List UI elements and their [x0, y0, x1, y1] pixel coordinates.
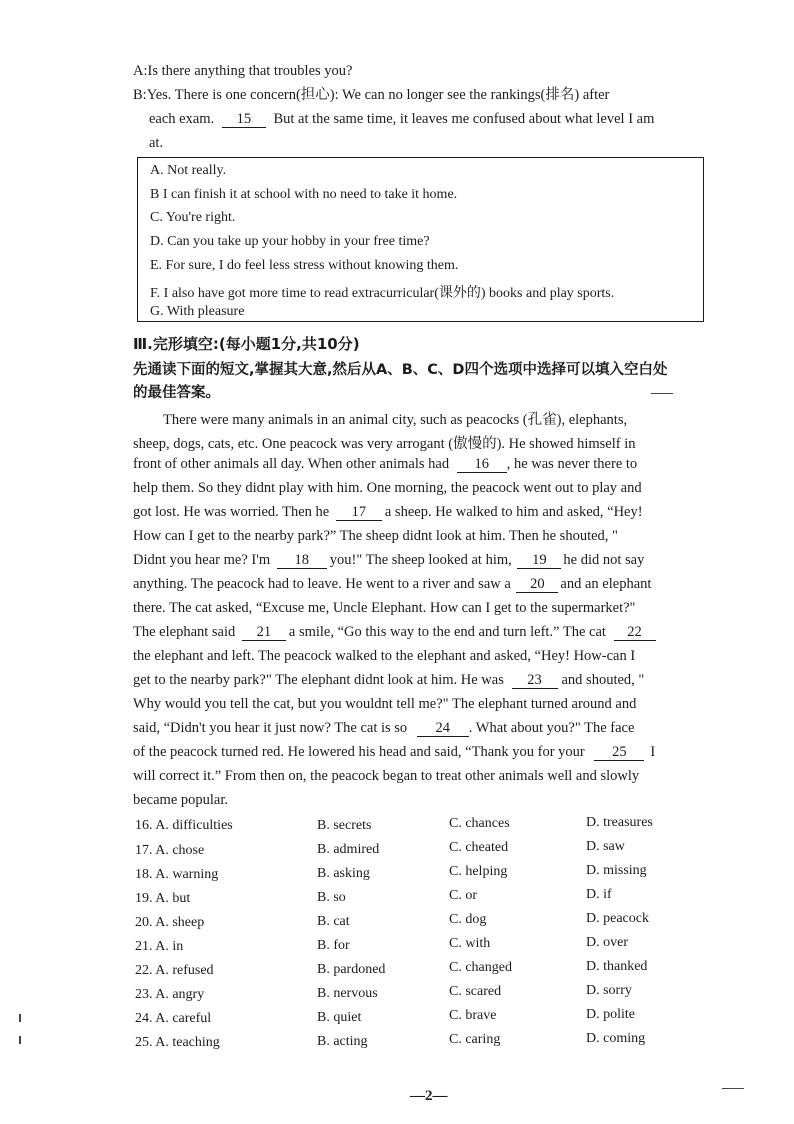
passage-line-7-pre: Didnt you hear me? I'm: [133, 552, 271, 568]
q24-option-b[interactable]: B. quiet: [317, 1010, 362, 1025]
passage-line-15: [133, 744, 655, 761]
q19-option-b[interactable]: B. so: [317, 890, 346, 905]
page-number: —2—: [410, 1088, 448, 1104]
passage-line-7: [133, 552, 644, 569]
passage-line-12-post: and shouted, ": [561, 672, 645, 688]
passage-line-12: [133, 672, 644, 689]
q21-option-b[interactable]: B. for: [317, 938, 350, 953]
q18-option-d[interactable]: D. missing: [586, 863, 647, 878]
passage-line-16: will correct it.” From then on, the peacock began to treat other animals well and slowly: [133, 768, 640, 784]
passage-line-7-mid: you!" The sheep looked at him,: [329, 552, 512, 568]
dialogue-b-line1: B:Yes. There is one concern(担心): We can no longer see the rankings(排名) after: [133, 87, 610, 103]
q20-option-c[interactable]: C. dog: [449, 912, 487, 927]
passage-line-7-post: he did not say: [563, 552, 645, 568]
q22-option-d[interactable]: D. thanked: [586, 959, 648, 974]
passage-line-5: [133, 504, 643, 521]
passage-line-2: sheep, dogs, cats, etc. One peacock was very arrogant (傲慢的). He showed himself in: [133, 436, 636, 452]
q22-option-b[interactable]: B. pardoned: [317, 962, 386, 977]
dialogue-a-question: A:Is there anything that troubles you?: [133, 63, 353, 79]
option-b: B I can finish it at school with no need to take it home.: [150, 187, 458, 202]
q23-option-c[interactable]: C. scared: [449, 984, 502, 999]
blank-20[interactable]: 20: [516, 576, 558, 593]
q19-option-a[interactable]: 19. A. but: [135, 891, 191, 906]
q18-option-b[interactable]: B. asking: [317, 866, 370, 881]
passage-line-10-mid: a smile, “Go this way to the end and turn left.” The cat: [288, 624, 606, 640]
option-g: G. With pleasure: [150, 304, 245, 319]
q24-option-d[interactable]: D. polite: [586, 1007, 635, 1022]
q16-option-c[interactable]: C. chances: [449, 816, 510, 831]
q16-option-d[interactable]: D. treasures: [586, 815, 653, 830]
dialogue-b-line2: [149, 110, 654, 128]
passage-line-5-pre: got lost. He was worried. Then he: [133, 504, 330, 520]
option-f: F. I also have got more time to read extracurricular(课外的) books and play sports.: [150, 286, 615, 301]
blank-24[interactable]: 24: [417, 720, 469, 737]
q23-option-b[interactable]: B. nervous: [317, 986, 378, 1001]
scan-mark-dash: [651, 393, 673, 394]
passage-line-1: There were many animals in an animal city, such as peacocks (孔雀), elephants,: [163, 412, 628, 428]
q19-option-d[interactable]: D. if: [586, 887, 612, 902]
q25-option-b[interactable]: B. acting: [317, 1034, 368, 1049]
q22-option-a[interactable]: 22. A. refused: [135, 963, 214, 978]
blank-15[interactable]: 15: [222, 111, 266, 128]
q25-option-a[interactable]: 25. A. teaching: [135, 1035, 220, 1050]
q20-option-a[interactable]: 20. A. sheep: [135, 915, 205, 930]
blank-21[interactable]: 21: [242, 624, 286, 641]
dialogue-b-line3: at.: [149, 135, 164, 151]
blank-25[interactable]: 25: [594, 744, 644, 761]
passage-line-14: [133, 720, 634, 737]
section-title: Ⅲ.完形填空:(每小题1分,共10分): [133, 335, 360, 353]
dialogue-b-line2-post: But at the same time, it leaves me confused about what level I am: [273, 111, 655, 127]
q22-option-c[interactable]: C. changed: [449, 960, 512, 975]
passage-line-5-post: a sheep. He walked to him and asked, “Hey!: [384, 504, 643, 520]
dialogue-b-line2-pre: each exam.: [149, 111, 215, 127]
option-a: A. Not really.: [150, 163, 227, 178]
q24-option-c[interactable]: C. brave: [449, 1008, 497, 1023]
q16-option-a[interactable]: 16. A. difficulties: [135, 818, 233, 833]
q17-option-b[interactable]: B. admired: [317, 842, 380, 857]
passage-line-15-pre: of the peacock turned red. He lowered his head and said, “Thank you for your: [133, 744, 585, 760]
q20-option-d[interactable]: D. peacock: [586, 911, 649, 926]
passage-line-14-pre: said, “Didn't you hear it just now? The cat is so: [133, 720, 408, 736]
section-instruction-2: 的最佳答案。: [133, 385, 220, 401]
scan-mark-left-2: [19, 1036, 21, 1044]
q25-option-c[interactable]: C. caring: [449, 1032, 501, 1047]
q16-option-b[interactable]: B. secrets: [317, 818, 372, 833]
q21-option-d[interactable]: D. over: [586, 935, 628, 950]
q19-option-c[interactable]: C. or: [449, 888, 477, 903]
q18-option-a[interactable]: 18. A. warning: [135, 867, 219, 882]
options-box: [137, 157, 704, 322]
blank-22[interactable]: 22: [614, 624, 656, 641]
option-c: C. You're right.: [150, 210, 236, 225]
passage-line-14-post: . What about you?" The face: [468, 720, 635, 736]
passage-line-8-pre: anything. The peacock had to leave. He went to a river and saw a: [133, 576, 511, 592]
blank-18[interactable]: 18: [277, 552, 327, 569]
passage-line-6: How can I get to the nearby park?” The sheep didnt look at him. Then he shouted, ": [133, 528, 618, 544]
passage-line-11: the elephant and left. The peacock walked to the elephant and asked, “Hey! How-can I: [133, 648, 636, 664]
blank-23[interactable]: 23: [512, 672, 558, 689]
blank-19[interactable]: 19: [517, 552, 561, 569]
q17-option-d[interactable]: D. saw: [586, 839, 625, 854]
q17-option-c[interactable]: C. cheated: [449, 840, 509, 855]
q23-option-a[interactable]: 23. A. angry: [135, 987, 205, 1002]
q23-option-d[interactable]: D. sorry: [586, 983, 632, 998]
q17-option-a[interactable]: 17. A. chose: [135, 843, 205, 858]
passage-line-15-post: I: [650, 744, 656, 760]
passage-line-9: there. The cat asked, “Excuse me, Uncle Elephant. How can I get to the supermarket?": [133, 600, 636, 616]
q21-option-c[interactable]: C. with: [449, 936, 491, 951]
q21-option-a[interactable]: 21. A. in: [135, 939, 184, 954]
scan-mark-right: [722, 1088, 744, 1089]
blank-16[interactable]: 16: [457, 456, 507, 473]
option-e: E. For sure, I do feel less stress without knowing them.: [150, 258, 459, 273]
q20-option-b[interactable]: B. cat: [317, 914, 350, 929]
passage-line-4: help them. So they didnt play with him. One morning, the peacock went out to play and: [133, 480, 642, 496]
q25-option-d[interactable]: D. coming: [586, 1031, 646, 1046]
passage-line-3-pre: front of other animals all day. When other animals had: [133, 456, 450, 472]
passage-line-10: [133, 624, 656, 641]
passage-line-17: became popular.: [133, 792, 229, 808]
passage-line-8-post: and an elephant: [560, 576, 652, 592]
q24-option-a[interactable]: 24. A. careful: [135, 1011, 212, 1026]
section-instruction-1: 先通读下面的短文,掌握其大意,然后从A、B、C、D四个选项中选择可以填入空白处: [133, 362, 668, 378]
option-d: D. Can you take up your hobby in your free time?: [150, 234, 430, 249]
passage-line-12-pre: get to the nearby park?" The elephant didnt look at him. He was: [133, 672, 504, 688]
passage-line-3: [133, 456, 637, 473]
passage-line-13: Why would you tell the cat, but you wouldnt tell me?" The elephant turned around and: [133, 696, 637, 712]
passage-line-3-post: , he was never there to: [506, 456, 638, 472]
scan-mark-left-1: [19, 1014, 21, 1022]
passage-line-10-pre: The elephant said: [133, 624, 236, 640]
passage-line-8: [133, 576, 651, 593]
blank-17[interactable]: 17: [336, 504, 382, 521]
q18-option-c[interactable]: C. helping: [449, 864, 508, 879]
